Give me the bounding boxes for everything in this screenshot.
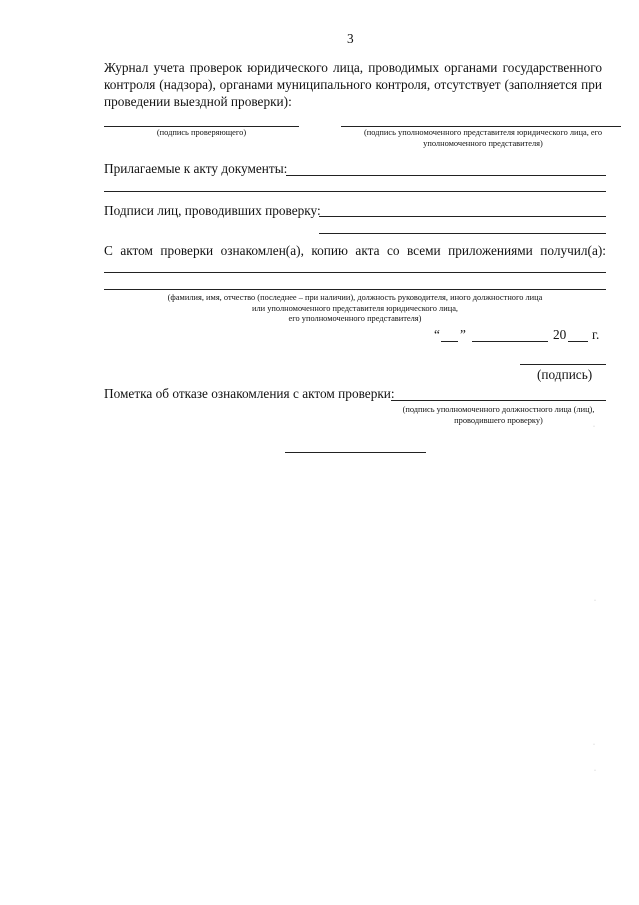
scan-speck: ·: [594, 768, 596, 774]
journal-paragraph: Журнал учета проверок юридического лица, проводимых органами государственного контроля (надзора), органами муниципального контроля, отсутствует (заполняется при проведении выездной проверки):: [104, 60, 602, 109]
acquainted-caption-line-3: его уполномоченного представителя): [288, 314, 422, 323]
scan-speck: ·: [593, 424, 595, 430]
acquainted-statement: С актом проверки ознакомлен(а), копию акта со всеми приложениями получил(а):: [104, 243, 606, 258]
date-day-line: [441, 341, 458, 342]
inspector-signature-line: [104, 126, 299, 127]
acquainted-caption: [104, 293, 606, 325]
signature-label: (подпись): [537, 367, 593, 382]
date-open-quote: “: [434, 327, 440, 342]
representative-signature-line: [341, 126, 621, 127]
attached-documents-line-2: [104, 191, 606, 192]
scan-speck: ·: [594, 598, 596, 604]
acquainted-caption-line-2: или уполномоченного представителя юридического лица,: [251, 303, 459, 313]
date-year-suffix: г.: [592, 327, 600, 342]
refusal-caption-line-2: проводившего проверку): [454, 415, 543, 425]
date-year-prefix: 20: [553, 327, 567, 342]
refusal-signature-line: [391, 400, 606, 401]
inspectors-signature-line-1: [319, 216, 606, 217]
acquainted-line-1: [104, 272, 606, 273]
scan-speck: ·: [593, 742, 595, 748]
closing-separator-line: [285, 452, 426, 453]
inspectors-signatures-label: Подписи лиц, проводивших проверку:: [104, 203, 321, 218]
signature-line: [520, 364, 606, 365]
page-number: 3: [347, 31, 354, 46]
inspectors-signature-line-2: [319, 233, 606, 234]
date-month-line: [472, 341, 548, 342]
acquainted-caption-line-1: (фамилия, имя, отчество (последнее – при наличии), должность руководителя, иного должностного лица: [167, 293, 543, 302]
acquainted-line-2: [104, 289, 606, 290]
date-close-quote: ”: [460, 327, 466, 342]
refusal-label: Пометка об отказе ознакомления с актом проверки:: [104, 386, 395, 401]
attached-documents-line-1: [286, 175, 606, 176]
refusal-caption-line-1: (подпись уполномоченного должностного лица (лиц),: [402, 405, 595, 414]
attached-documents-label: Прилагаемые к акту документы:: [104, 161, 288, 176]
refusal-caption: [391, 405, 606, 426]
inspector-signature-caption: (подпись проверяющего): [156, 128, 247, 137]
date-year-line: [568, 341, 588, 342]
representative-signature-caption: (подпись уполномоченного представителя юридического лица, его уполномоченного представителя): [363, 128, 603, 148]
